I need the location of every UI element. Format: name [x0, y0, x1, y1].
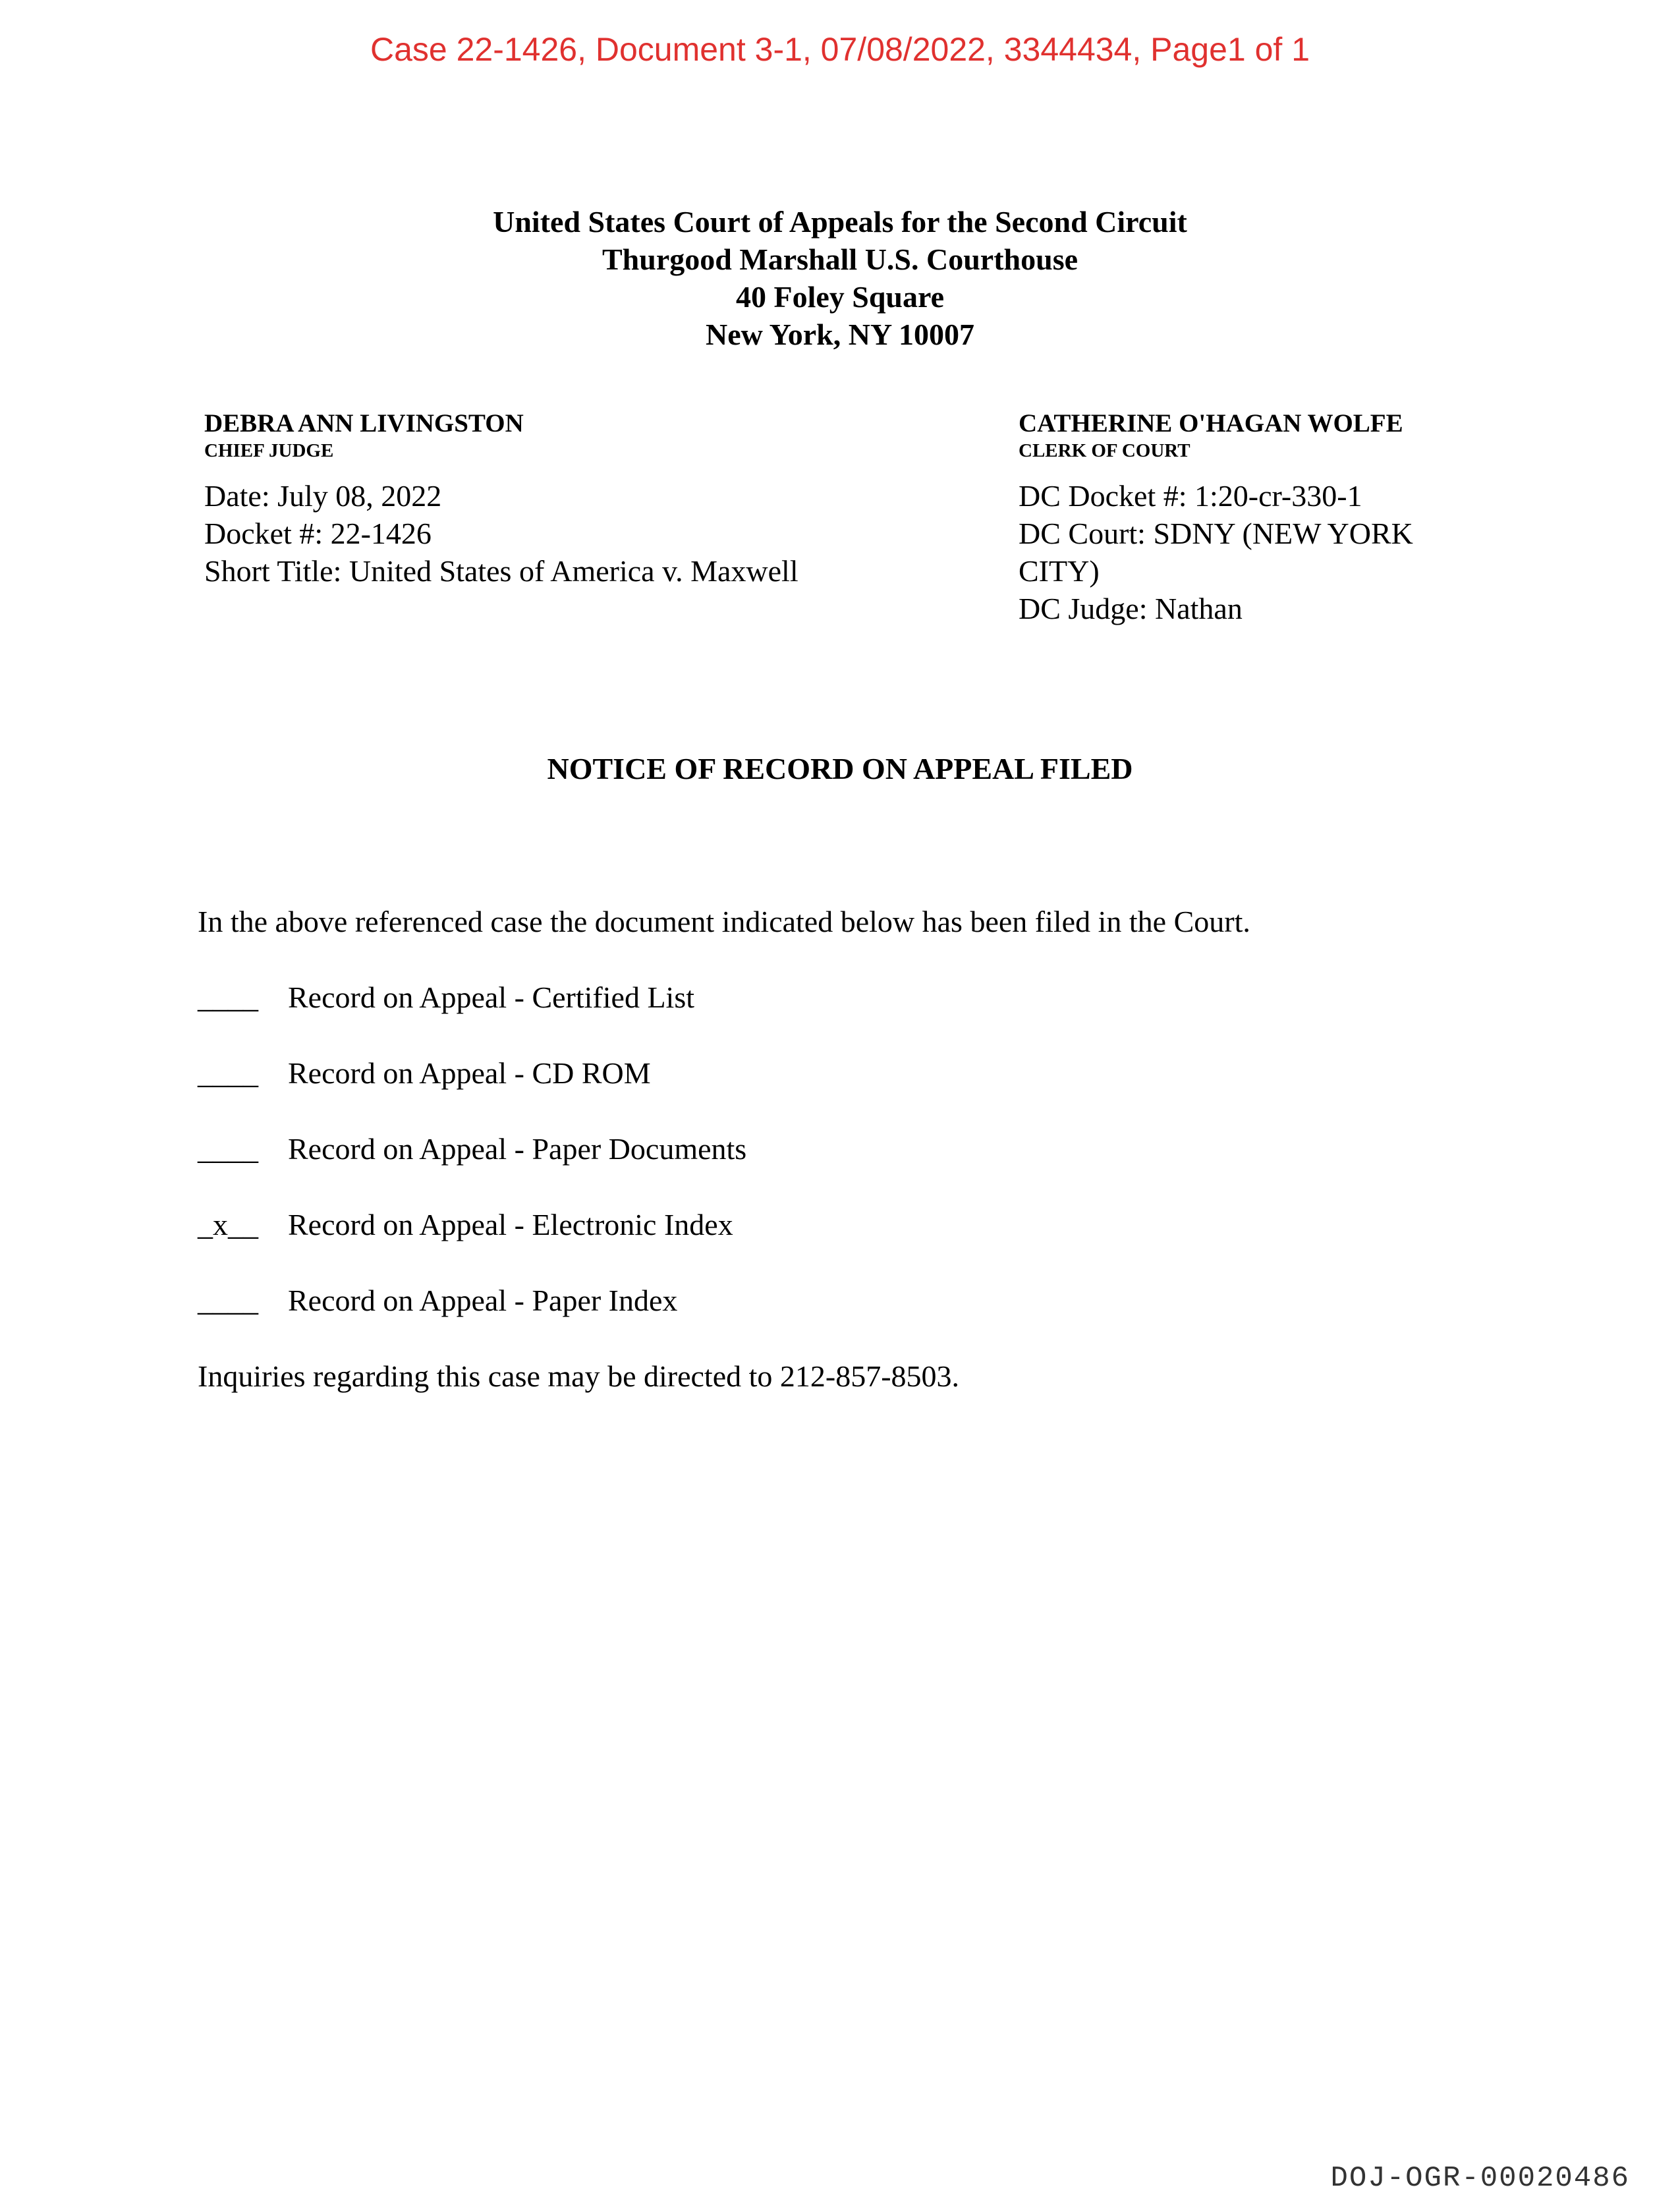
case-short-title: Short Title: United States of America v. Maxwell: [204, 554, 798, 588]
case-docket: Docket #: 22-1426: [204, 517, 432, 550]
court-street: 40 Foley Square: [735, 280, 945, 314]
checklist-mark: ____: [198, 1056, 258, 1090]
checklist-label: Record on Appeal - Electronic Index: [288, 1208, 733, 1241]
checklist-label: Record on Appeal - Paper Index: [288, 1284, 678, 1317]
notice-title: NOTICE OF RECORD ON APPEAL FILED: [547, 752, 1133, 785]
checklist-label: Record on Appeal - CD ROM: [288, 1056, 651, 1090]
dc-info-block: [1019, 477, 1493, 627]
checklist-mark: _x__: [198, 1208, 258, 1241]
inquiries-line: Inquiries regarding this case may be directed to 212-857-8503.: [198, 1359, 960, 1393]
dc-judge: DC Judge: Nathan: [1019, 592, 1243, 625]
checklist-mark: ____: [198, 980, 258, 1014]
dc-court: DC Court: SDNY (NEW YORK CITY): [1019, 517, 1413, 588]
clerk-title: CLERK OF COURT: [1019, 440, 1190, 461]
courthouse-name: Thurgood Marshall U.S. Courthouse: [602, 242, 1078, 276]
case-info-block: [204, 477, 798, 590]
dc-docket: DC Docket #: 1:20-cr-330-1: [1019, 479, 1362, 513]
court-city: New York, NY 10007: [705, 318, 974, 351]
chief-judge-title: CHIEF JUDGE: [204, 440, 334, 461]
checklist-mark: ____: [198, 1284, 258, 1317]
case-header-stamp: Case 22-1426, Document 3-1, 07/08/2022, 3344434, Page1 of 1: [370, 31, 1310, 68]
checklist-label: Record on Appeal - Certified List: [288, 980, 695, 1014]
court-address-block: [0, 203, 1680, 353]
clerk-name: CATHERINE O'HAGAN WOLFE: [1019, 409, 1403, 438]
chief-judge-name: DEBRA ANN LIVINGSTON: [204, 409, 524, 438]
notice-intro: In the above referenced case the document indicated below has been filed in the Court.: [198, 905, 1250, 938]
bates-number: DOJ-OGR-00020486: [1330, 2162, 1630, 2195]
checklist-mark: ____: [198, 1132, 258, 1166]
case-date: Date: July 08, 2022: [204, 479, 442, 513]
checklist-label: Record on Appeal - Paper Documents: [288, 1132, 747, 1166]
clerk-block: [1019, 409, 1403, 463]
chief-judge-block: [204, 409, 524, 463]
court-name: United States Court of Appeals for the Second Circuit: [493, 205, 1187, 239]
